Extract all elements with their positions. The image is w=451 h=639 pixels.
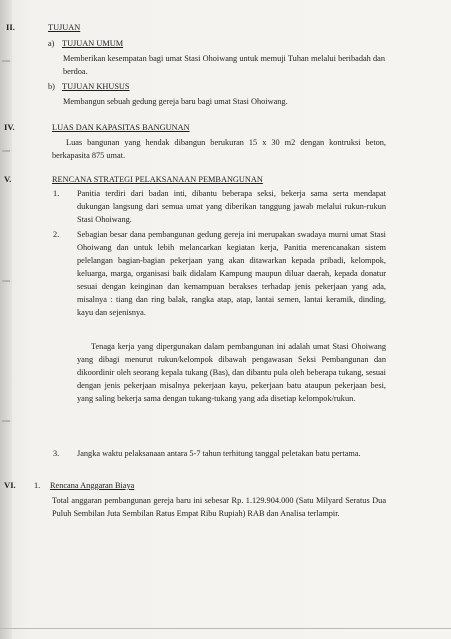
section-5-item-2-text: Sebagian besar dana pembangunan gedung gereja ini merupakan swadaya murni umat Stasi Ohoiwang dan untuk lebih melancarkan kegiatan kerja, Panitia merencanakan sistem pelelangan bagian-bagian pekerjaan yang akan ditawarkan kepada pribadi, kelompok, keluarga, marga, organisasi baik didalam Kampung maupun diluar daerah, kepada donatur sesuai dengan keinginan dan kemampuan berakses terhadap jenis pekerjaan yang ada, misalnya : tiang dan ring balak, rangka atap, atap, lantai semen, lantai keramik, dinding, kayu dan sejenisnya. [77,230,386,317]
section-6-numeral: VI. [4,480,16,490]
section-5-item-1-number: 1. [53,189,60,198]
section-5-item-2-number: 2. [53,230,60,239]
section-5-title: RENCANA STRATEGI PELAKSANAAN PEMBANGUNAN [52,175,263,184]
scan-bottom-edge [0,628,451,629]
section-5-item-1-text: Panitia terdiri dari badan inti, dibantu beberapa seksi, bekerja sama serta mendapat dukungan langsung dari semua umat yang diberikan tanggung jawab melalui rukun-rukun Stasi Ohoiwang. [77,189,386,224]
section-5-item-3-number: 3. [53,449,60,458]
section-6-item-number: 1. [34,481,41,490]
section-6-title: Rencana Anggaran Biaya [50,481,135,490]
section-5-item-2-paragraph-2: Tenaga kerja yang dipergunakan dalam pembangunan ini adalah umat Stasi Ohoiwang yang dibagi menurut rukun/kelompok dibawah pengawasan Seksi Pembangunan dan dikoordinir oleh seorang kepala tukang (Bas), dan dibantu pula oleh beberapa tukang, sesuai dengan jenis pekerjaan misalnya pekerjaan kayu, pekerjaan batu ataupun pekerjaan besi, yang saling bekerja sama dengan tukang-tukang yang ada disetiap kelompok/rukun. [77,342,386,403]
scan-mark [2,150,10,152]
section-2b-text: Membangun sebuah gedung gereja baru bagi umat Stasi Ohoiwang. [63,97,288,106]
section-2-numeral: II. [6,22,15,32]
section-5-numeral: V. [4,174,12,184]
section-2a-text: Memberikan kesempatan bagi umat Stasi Ohoiwang untuk memuji Tuhan melalui beribadah dan berdoa. [63,54,385,76]
section-2-title: TUJUAN [48,23,81,32]
section-2a-title: TUJUAN UMUM [62,39,124,48]
scan-mark [2,280,10,282]
section-2b-label: b) [48,82,55,91]
section-2b-title: TUJUAN KHUSUS [62,82,130,91]
section-2a-label: a) [48,39,55,48]
section-5-item-3-text: Jangka waktu pelaksanaan antara 5-7 tahun terhitung tanggal peletakan batu pertama. [77,449,361,458]
section-4-title: LUAS DAN KAPASITAS BANGUNAN [52,123,190,132]
scan-edge-shadow [0,0,12,639]
section-4-numeral: IV. [4,122,15,132]
scan-mark [2,420,10,422]
scan-mark [2,60,10,62]
section-4-text: Luas bangunan yang hendak dibangun berukuran 15 x 30 m2 dengan kontruksi beton, berkapasita 875 umat. [52,138,386,160]
section-6-text: Total anggaran pembangunan gereja baru ini sebesar Rp. 1.129.904.000 (Satu Milyard Seratus Dua Puluh Sembilan Juta Sembilan Ratus Empat Ribu Rupiah) RAB dan Analisa terlampir. [52,496,386,518]
